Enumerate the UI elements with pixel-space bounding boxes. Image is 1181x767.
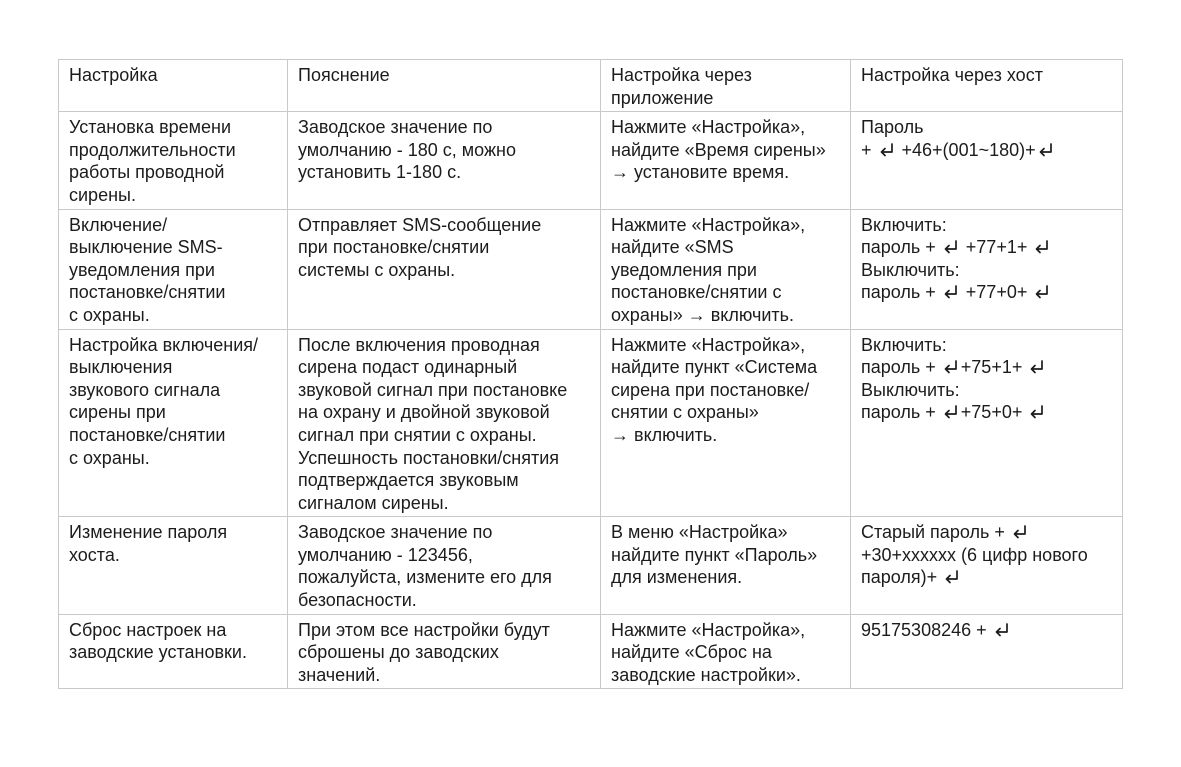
host-text: + [861, 139, 877, 160]
host-line [861, 566, 1112, 589]
host-line [861, 356, 1112, 379]
return-icon [1011, 524, 1029, 541]
host-line [861, 619, 1112, 642]
host-cell [851, 112, 1123, 209]
setting-cell: Изменение пароля хоста. [59, 517, 288, 614]
return-icon [878, 142, 896, 159]
header-host: Настройка через хост [851, 60, 1123, 112]
table-row [59, 329, 1123, 517]
header-explanation: Пояснение [288, 60, 601, 112]
host-text: 95175308246 + [861, 619, 992, 640]
host-text: +75+0+ [960, 402, 1028, 423]
header-app: Настройка через приложение [601, 60, 851, 112]
host-line [861, 544, 1112, 567]
return-icon [942, 284, 960, 301]
host-line [861, 236, 1112, 259]
return-icon [943, 569, 961, 586]
settings-table [58, 59, 1123, 689]
host-line [861, 281, 1112, 304]
app-cell: Нажмите «Настройка», найдите «SMS уведомления при постановке/снятии с охраны» → включить. [601, 209, 851, 329]
explanation-cell: Заводское значение по умолчанию - 123456, пожалуйста, измените его для безопасности. [288, 517, 601, 614]
app-cell: Нажмите «Настройка», найдите «Время сирены» → установите время. [601, 112, 851, 209]
host-text: Выключить: [861, 259, 960, 280]
return-icon [1033, 284, 1051, 301]
host-text: Выключить: [861, 379, 960, 400]
host-line [861, 139, 1112, 162]
header-setting: Настройка [59, 60, 288, 112]
host-text: пароль + [861, 237, 941, 258]
return-icon [1037, 142, 1055, 159]
host-text: Старый пароль + [861, 522, 1010, 543]
return-icon [1028, 404, 1046, 421]
host-text: пароля)+ [861, 567, 943, 588]
setting-cell: Настройка включения/ выключения звукового сигнала сирены при постановке/снятии с охраны. [59, 329, 288, 517]
explanation-cell: После включения проводная сирена подаст одинарный звуковой сигнал при постановке на охрану и двойной звуковой сигнал при снятии с охраны. Успешность постановки/снятия подтверждается звуковым сигналом сирены. [288, 329, 601, 517]
host-text: Включить: [861, 334, 947, 355]
return-icon [942, 404, 960, 421]
host-text: Включить: [861, 214, 947, 235]
explanation-cell: Отправляет SMS-сообщение при постановке/снятии системы с охраны. [288, 209, 601, 329]
app-cell: Нажмите «Настройка», найдите «Сброс на заводские настройки». [601, 614, 851, 689]
host-line [861, 521, 1112, 544]
table-row [59, 209, 1123, 329]
table-row [59, 112, 1123, 209]
host-line [861, 214, 1112, 237]
host-line [861, 116, 1112, 139]
host-cell [851, 614, 1123, 689]
host-line [861, 379, 1112, 402]
host-cell [851, 209, 1123, 329]
host-text: Пароль [861, 117, 924, 138]
setting-cell: Установка времени продолжительности работы проводной сирены. [59, 112, 288, 209]
host-text: пароль + [861, 402, 941, 423]
return-icon [1028, 359, 1046, 376]
host-text: +30+xxxxxx (6 цифр нового [861, 544, 1088, 565]
host-text: +77+1+ [960, 237, 1033, 258]
explanation-cell: При этом все настройки будут сброшены до заводских значений. [288, 614, 601, 689]
table-row [59, 614, 1123, 689]
return-icon [1033, 239, 1051, 256]
setting-cell: Включение/ выключение SMS- уведомления при постановке/снятии с охраны. [59, 209, 288, 329]
header-row [59, 60, 1123, 112]
host-text: +46+(001~180)+ [896, 139, 1036, 160]
app-cell: Нажмите «Настройка», найдите пункт «Система сирена при постановке/ снятии с охраны» → включить. [601, 329, 851, 517]
return-icon [942, 359, 960, 376]
host-line [861, 401, 1112, 424]
host-text: +77+0+ [960, 282, 1033, 303]
host-cell [851, 329, 1123, 517]
host-line [861, 259, 1112, 282]
host-cell [851, 517, 1123, 614]
host-text: пароль + [861, 282, 941, 303]
table-row [59, 517, 1123, 614]
host-text: пароль + [861, 357, 941, 378]
host-line [861, 334, 1112, 357]
return-icon [942, 239, 960, 256]
return-icon [993, 622, 1011, 639]
app-cell: В меню «Настройка» найдите пункт «Пароль» для изменения. [601, 517, 851, 614]
setting-cell: Сброс настроек на заводские установки. [59, 614, 288, 689]
explanation-cell: Заводское значение по умолчанию - 180 с, можно установить 1-180 с. [288, 112, 601, 209]
host-text: +75+1+ [960, 357, 1028, 378]
